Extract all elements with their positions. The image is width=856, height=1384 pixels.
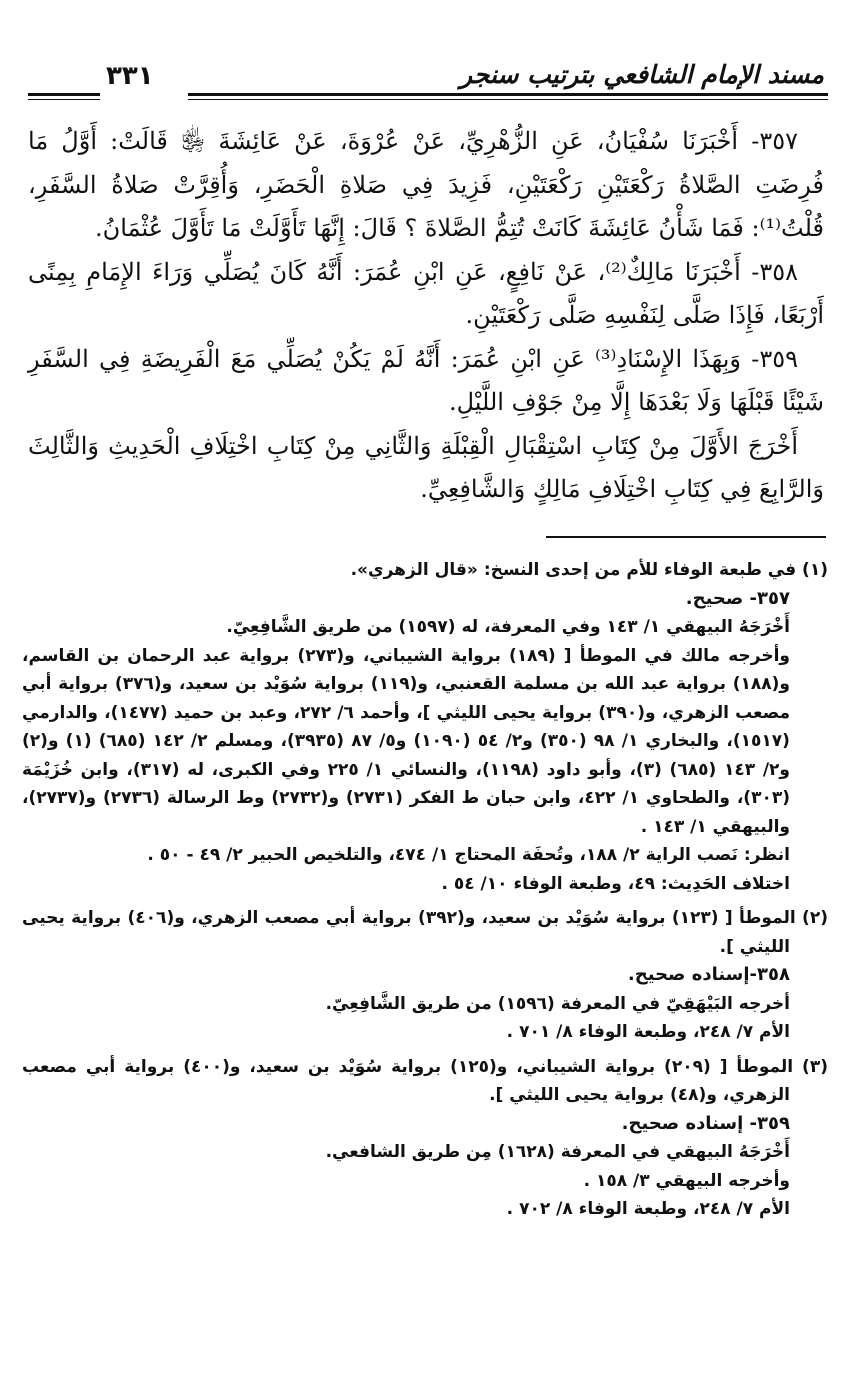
takhrij-358-title: ٣٥٨-إسناده صحيح.	[627, 964, 790, 985]
footnote-1: (١) في طبعة الوفاء للأم من إحدى النسخ: «قال الزهري».	[350, 560, 828, 580]
footnotes	[22, 556, 828, 1224]
takhrij-358-line: الأم ٧/ ٢٤٨، وطبعة الوفاء ٨/ ٧٠١ .	[506, 1022, 790, 1042]
footnote-3: (٣) الموطأ [ (٢٠٩) برواية الشيباني، و(١٢٥) برواية سُوَيْد بن سعيد، و(٤٠٠) برواية أبي مصعب الزهري، و(٤٨) برواية يحيى الليثي ].	[22, 1056, 828, 1105]
takhrij-358-line: أخرجه البَيْهَقِيّ في المعرفة (١٥٩٦) من طريق الشَّافِعِيّ.	[325, 993, 790, 1014]
running-header	[28, 58, 828, 108]
takhrij-357-line: وأخرجه مالك في الموطأ [ (١٨٩) برواية الشيباني، و(٢٧٣) برواية عبد الرحمان بن القاسم، و(١٨٨) برواية عبد الله بن مسلمة القعنبي، و(١١٩) برواية سُوَيْد بن سعيد، و(٣٧٦) برواية أبي مصعب الزهري، و(٣٩٠) برواية يحيى الليثي ]، وأحمد ٦/ ٢٧٢، وعبد بن حميد (١٤٧٧)، والدارمي (١٥١٧)، والبخاري ١/ ٩٨ (٣٥٠) و٢/ ٥٤ (١٠٩٠) و٥/ ٨٧ (٣٩٣٥)، ومسلم ٢/ ١٤٢ (٦٨٥) (١) و(٢) و٢/ ١٤٣ (٦٨٥) (٣)، وأبو داود (١١٩٨)، والنسائي ١/ ٢٢٥ وفي الكبرى، له (٣١٧)، وابن خُزَيْمَة (٣٠٣)، والطحاوي ١/ ٤٢٢، وابن حبان ط الفكر (٢٧٣١) و(٢٧٣٢) وط الرسالة (٢٧٣٦) و(٢٧٣٧)، والبيهقي ١/ ١٤٣ .	[22, 645, 791, 837]
source-note: أَخْرَجَ الأَوَّلَ مِنْ كِتَابِ اسْتِقْبَالِ الْقِبْلَةِ وَالثَّانِي مِنْ كِتَابِ اخْتِلَافِ الْحَدِيثِ وَالثَّالِثَ وَالرَّابِعَ فِي كِتَابِ اخْتِلَافِ مَالِكٍ وَالشَّافِعِيِّ.	[28, 431, 824, 503]
book-title: مسند الإمام الشافعي بترتيب سنجر	[460, 60, 824, 89]
header-rule-right	[188, 93, 828, 100]
takhrij-357-line: أَخْرَجَهُ البيهقي ١/ ١٤٣ وفي المعرفة، له (١٥٩٧) من طريق الشَّافِعِيّ.	[226, 617, 790, 637]
takhrij-357-line: اختلاف الحَدِيث: ٤٩، وطبعة الوفاء ١٠/ ٥٤ .	[441, 873, 790, 894]
takhrij-359-line: وأخرجه البيهقي ٣/ ١٥٨ .	[583, 1170, 790, 1191]
takhrij-359-title: ٣٥٩- إسناده صحيح.	[621, 1112, 790, 1134]
main-text	[28, 120, 824, 512]
footnote-2: (٢) الموطأ [ (١٢٣) برواية سُوَيْد بن سعيد، و(٣٩٢) برواية أبي مصعب الزهري، و(٤٠٦) برواية يحيى الليثي ].	[22, 908, 828, 957]
hadith-359: ٣٥٩- وَبِهَذَا الإِسْنَادِ⁽³⁾ عَنِ ابْنِ عُمَرَ: أَنَّهُ لَمْ يَكُنْ يُصَلِّي مَعَ الْفَرِيضَةِ فِي السَّفَرِ شَيْئًا قَبْلَهَا وَلَا بَعْدَهَا إِلَّا مِنْ جَوْفِ اللَّيْلِ.	[28, 344, 824, 416]
footnote-separator	[546, 536, 826, 538]
takhrij-357-title: ٣٥٧- صحيح.	[685, 587, 790, 609]
header-rule-left	[28, 93, 100, 100]
takhrij-359-line: الأم ٧/ ٢٤٨، وطبعة الوفاء ٨/ ٧٠٢ .	[506, 1199, 790, 1219]
hadith-358: ٣٥٨- أَخْبَرَنَا مَالِكٌ⁽²⁾، عَنْ نَافِعٍ، عَنِ ابْنِ عُمَرَ: أَنَّهُ كَانَ يُصَلِّي وَرَاءَ الإِمَامِ بِمِنًى أَرْبَعًا، فَإِذَا صَلَّى لِنَفْسِهِ صَلَّى رَكْعَتَيْنِ.	[28, 257, 824, 329]
takhrij-359-line: أَخْرَجَهُ البيهقي في المعرفة (١٦٢٨) مِن طريق الشافعي.	[325, 1142, 790, 1162]
page-number: ٣٣١	[106, 61, 154, 91]
takhrij-357-line: انظر: نَصب الراية ٢/ ١٨٨، وتُحفَة المحتاج ١/ ٤٧٤، والتلخيص الحبير ٢/ ٤٩ - ٥٠ .	[147, 845, 790, 865]
hadith-357: ٣٥٧- أَخْبَرَنَا سُفْيَانُ، عَنِ الزُّهْرِيِّ، عَنْ عُرْوَةَ، عَنْ عَائِشَةَ ﵂ قَالَتْ: أَوَّلُ مَا فُرِضَتِ الصَّلاةُ رَكْعَتَيْنِ رَكْعَتَيْنِ، فَزِيدَ فِي صَلاةِ الْحَضَرِ، وَأُقِرَّتْ صَلاةُ السَّفَرِ، قُلْتُ⁽¹⁾: فَمَا شَأْنُ عَائِشَةَ كَانَتْ تُتِمُّ الصَّلاةَ ؟ قَالَ: إِنَّهَا تَأَوَّلَتْ مَا تَأَوَّلَ عُثْمَانُ.	[28, 127, 824, 242]
